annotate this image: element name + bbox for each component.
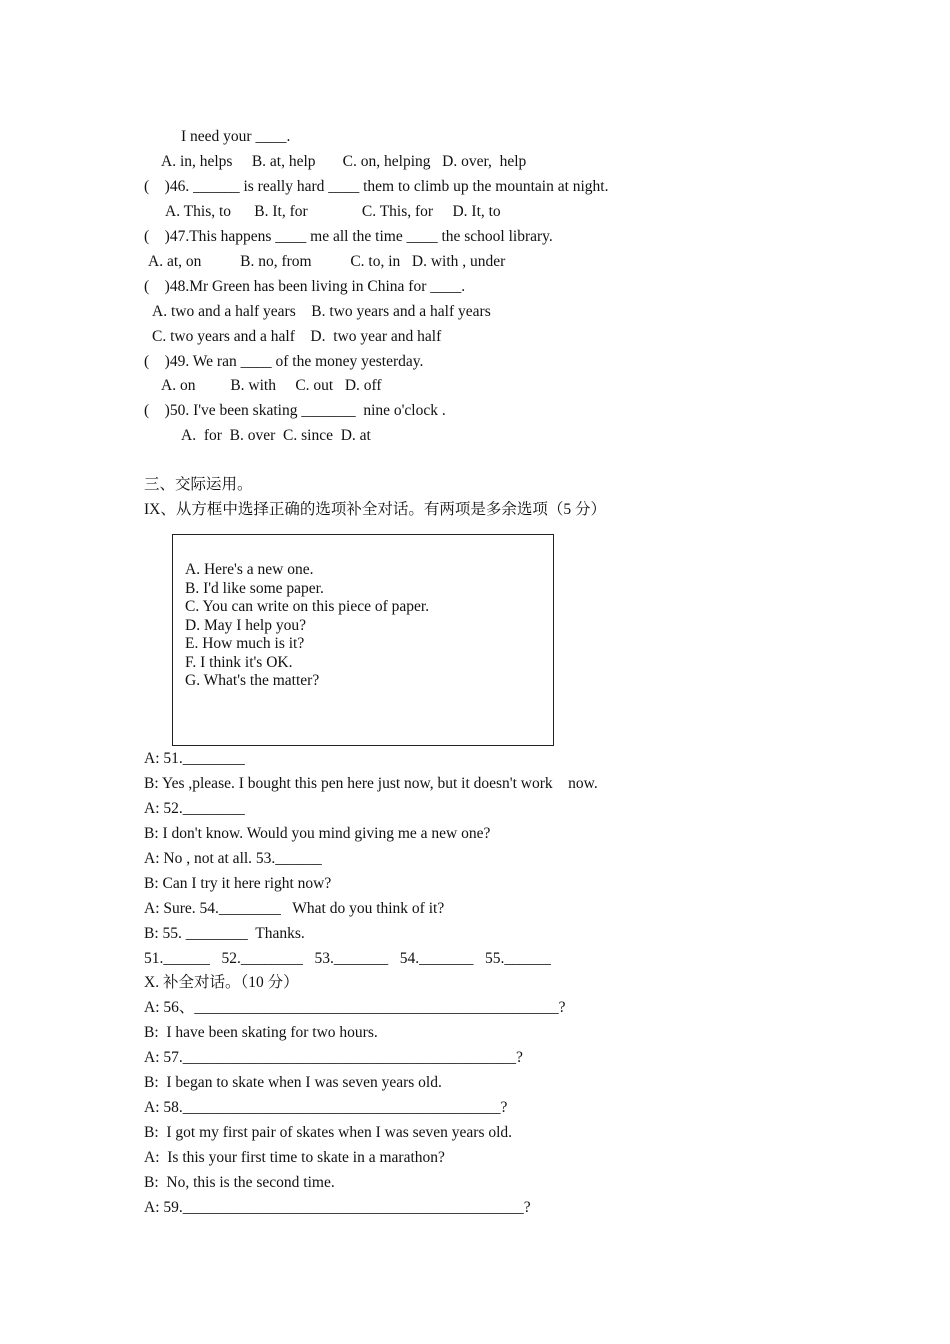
dialogue2-line: B: I have been skating for two hours. bbox=[144, 1024, 378, 1041]
dialogue2-line: A: 57.___________________________________________? bbox=[144, 1049, 523, 1066]
box-option-d: D. May I help you? bbox=[185, 617, 306, 634]
q49-stem: ( )49. We ran ____ of the money yesterday. bbox=[144, 353, 424, 370]
dialogue1-line: A: Sure. 54.________ What do you think of it? bbox=[144, 900, 445, 917]
dialogue1-line: B: 55. ________ Thanks. bbox=[144, 925, 305, 942]
section-10-title: X. 补全对话。（10 分） bbox=[144, 974, 299, 991]
q49-options: A. on B. with C. out D. off bbox=[161, 377, 382, 394]
q48-stem: ( )48.Mr Green has been living in China for ____. bbox=[144, 278, 466, 295]
q47-options: A. at, on B. no, from C. to, in D. with , under bbox=[148, 253, 506, 270]
q50-stem: ( )50. I've been skating _______ nine o'clock . bbox=[144, 402, 446, 419]
dialogue2-line: A: Is this your first time to skate in a marathon? bbox=[144, 1149, 445, 1166]
dialogue1-line: A: No , not at all. 53.______ bbox=[144, 850, 322, 867]
section-3-title: 三、交际运用。 bbox=[144, 476, 253, 493]
dialogue2-line: A: 58._________________________________________? bbox=[144, 1099, 508, 1116]
options-box bbox=[172, 534, 554, 746]
dialogue2-line: A: 56、_______________________________________________? bbox=[144, 999, 566, 1016]
box-option-g: G. What's the matter? bbox=[185, 672, 320, 689]
q46-stem: ( )46. ______ is really hard ____ them to climb up the mountain at night. bbox=[144, 178, 609, 195]
dialogue2-line: B: No, this is the second time. bbox=[144, 1174, 335, 1191]
dialogue1-line: B: I don't know. Would you mind giving me a new one? bbox=[144, 825, 491, 842]
box-option-e: E. How much is it? bbox=[185, 635, 305, 652]
box-option-a: A. Here's a new one. bbox=[185, 561, 314, 578]
box-option-b: B. I'd like some paper. bbox=[185, 580, 324, 597]
dialogue2-line: A: 59.____________________________________________? bbox=[144, 1199, 531, 1216]
q48-options-ab: A. two and a half years B. two years and a half years bbox=[152, 303, 491, 320]
box-option-f: F. I think it's OK. bbox=[185, 654, 293, 671]
answer-blanks-line: 51.______ 52.________ 53._______ 54._______ 55.______ bbox=[144, 950, 551, 967]
q50-options: A. for B. over C. since D. at bbox=[181, 427, 371, 444]
q46-options: A. This, to B. It, for C. This, for D. It, to bbox=[165, 203, 501, 220]
dialogue1-line: B: Yes ,please. I bought this pen here just now, but it doesn't work now. bbox=[144, 775, 598, 792]
section-9-title: IX、从方框中选择正确的选项补全对话。有两项是多余选项（5 分） bbox=[144, 501, 606, 518]
q45-stem-line: I need your ____. bbox=[181, 128, 291, 145]
dialogue2-line: B: I began to skate when I was seven years old. bbox=[144, 1074, 442, 1091]
box-option-c: C. You can write on this piece of paper. bbox=[185, 598, 430, 615]
dialogue1-line: B: Can I try it here right now? bbox=[144, 875, 332, 892]
q48-options-cd: C. two years and a half D. two year and half bbox=[152, 328, 442, 345]
q45-options: A. in, helps B. at, help C. on, helping D. over, help bbox=[161, 153, 527, 170]
dialogue1-line: A: 52.________ bbox=[144, 800, 245, 817]
q47-stem: ( )47.This happens ____ me all the time ____ the school library. bbox=[144, 228, 553, 245]
dialogue2-line: B: I got my first pair of skates when I was seven years old. bbox=[144, 1124, 513, 1141]
dialogue1-line: A: 51.________ bbox=[144, 750, 245, 767]
